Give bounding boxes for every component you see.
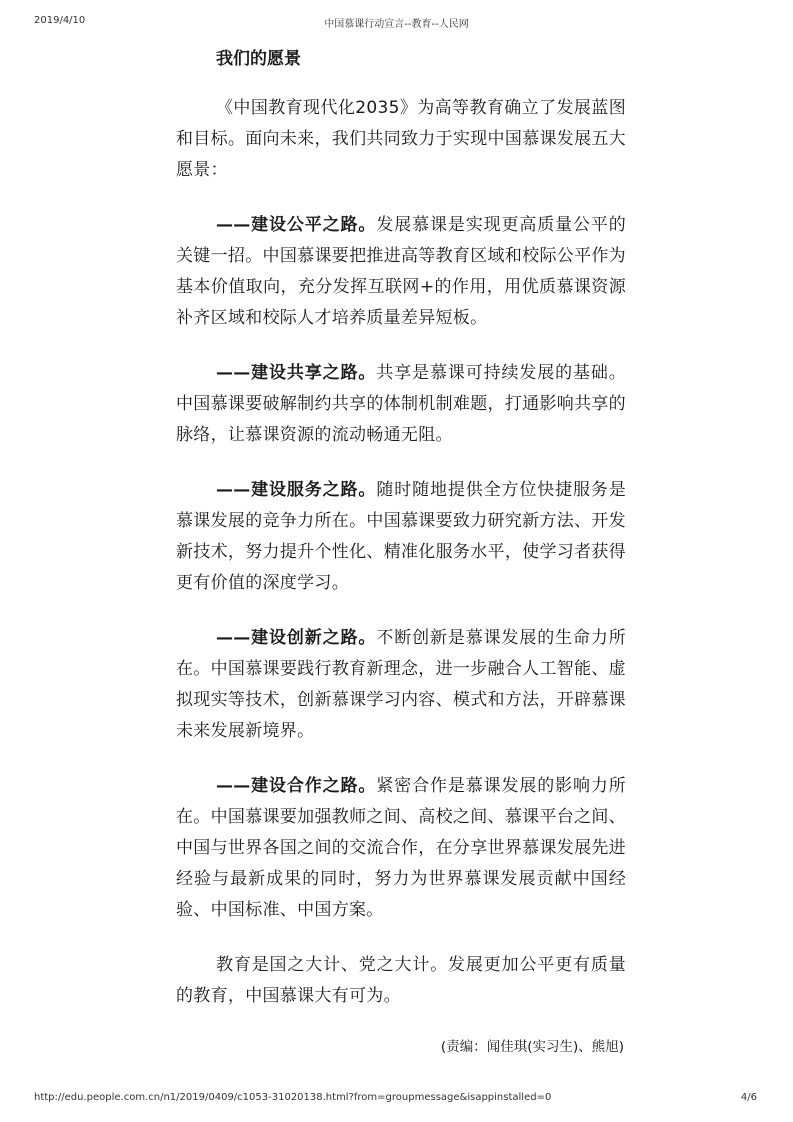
editor-credit: (责编：闻佳琪(实习生)、熊旭) <box>440 1039 624 1055</box>
intro-paragraph: 《中国教育现代化2035》为高等教育确立了发展蓝图和目标。面向未来，我们共同致力于实现中国慕课发展五大愿景： <box>176 98 626 180</box>
print-date: 2019/4/10 <box>34 15 86 26</box>
section-heading: 我们的愿景 <box>216 49 301 69</box>
vision-text: 紧密合作是慕课发展的影响力所在。中国慕课要加强教师之间、高校之间、慕课平台之间、中国与世界各国之间的交流合作，在分享世界慕课发展先进经验与最新成果的同时，努力为世界慕课发展贡献中国经验、中国标准、中国方案。 <box>176 776 626 920</box>
vision-lead: ——建设公平之路。 <box>216 215 377 235</box>
vision-lead: ——建设合作之路。 <box>216 776 377 796</box>
vision-paragraph-cooperation <box>176 771 626 926</box>
vision-lead: ——建设创新之路。 <box>216 628 377 648</box>
print-page-title: 中国慕课行动宣言--教育--人民网 <box>324 19 469 30</box>
vision-text: 共享是慕课可持续发展的基础。中国慕课要破解制约共享的体制机制难题，打通影响共享的脉络，让慕课资源的流动畅通无阻。 <box>176 363 626 445</box>
article-body <box>176 44 626 1063</box>
vision-text: 随时随地提供全方位快捷服务是慕课发展的竞争力所在。中国慕课要致力研究新方法、开发新技术，努力提升个性化、精准化服务水平，使学习者获得更有价值的深度学习。 <box>176 480 626 593</box>
vision-lead: ——建设服务之路。 <box>216 480 377 500</box>
closing-paragraph: 教育是国之大计、党之大计。发展更加公平更有质量的教育，中国慕课大有可为。 <box>176 955 626 1006</box>
vision-text: 不断创新是慕课发展的生命力所在。中国慕课要践行教育新理念，进一步融合人工智能、虚拟现实等技术，创新慕课学习内容、模式和方法，开辟慕课未来发展新境界。 <box>176 628 626 741</box>
vision-text: 发展慕课是实现更高质量公平的关键一招。中国慕课要把推进高等教育区域和校际公平作为基本价值取向，充分发挥互联网+的作用，用优质慕课资源补齐区域和校际人才培养质量差异短板。 <box>176 215 626 328</box>
vision-lead: ——建设共享之路。 <box>216 363 377 383</box>
vision-paragraph-innovation <box>176 623 626 747</box>
vision-paragraph-sharing <box>176 358 626 451</box>
page-number: 4/6 <box>740 1092 757 1103</box>
print-footer <box>0 1092 793 1108</box>
print-header <box>0 15 793 31</box>
print-url: http://edu.people.com.cn/n1/2019/0409/c1053-31020138.html?from=groupmessage&isappinstalled=0 <box>34 1092 552 1103</box>
vision-paragraph-fairness <box>176 210 626 334</box>
vision-paragraph-service <box>176 475 626 599</box>
